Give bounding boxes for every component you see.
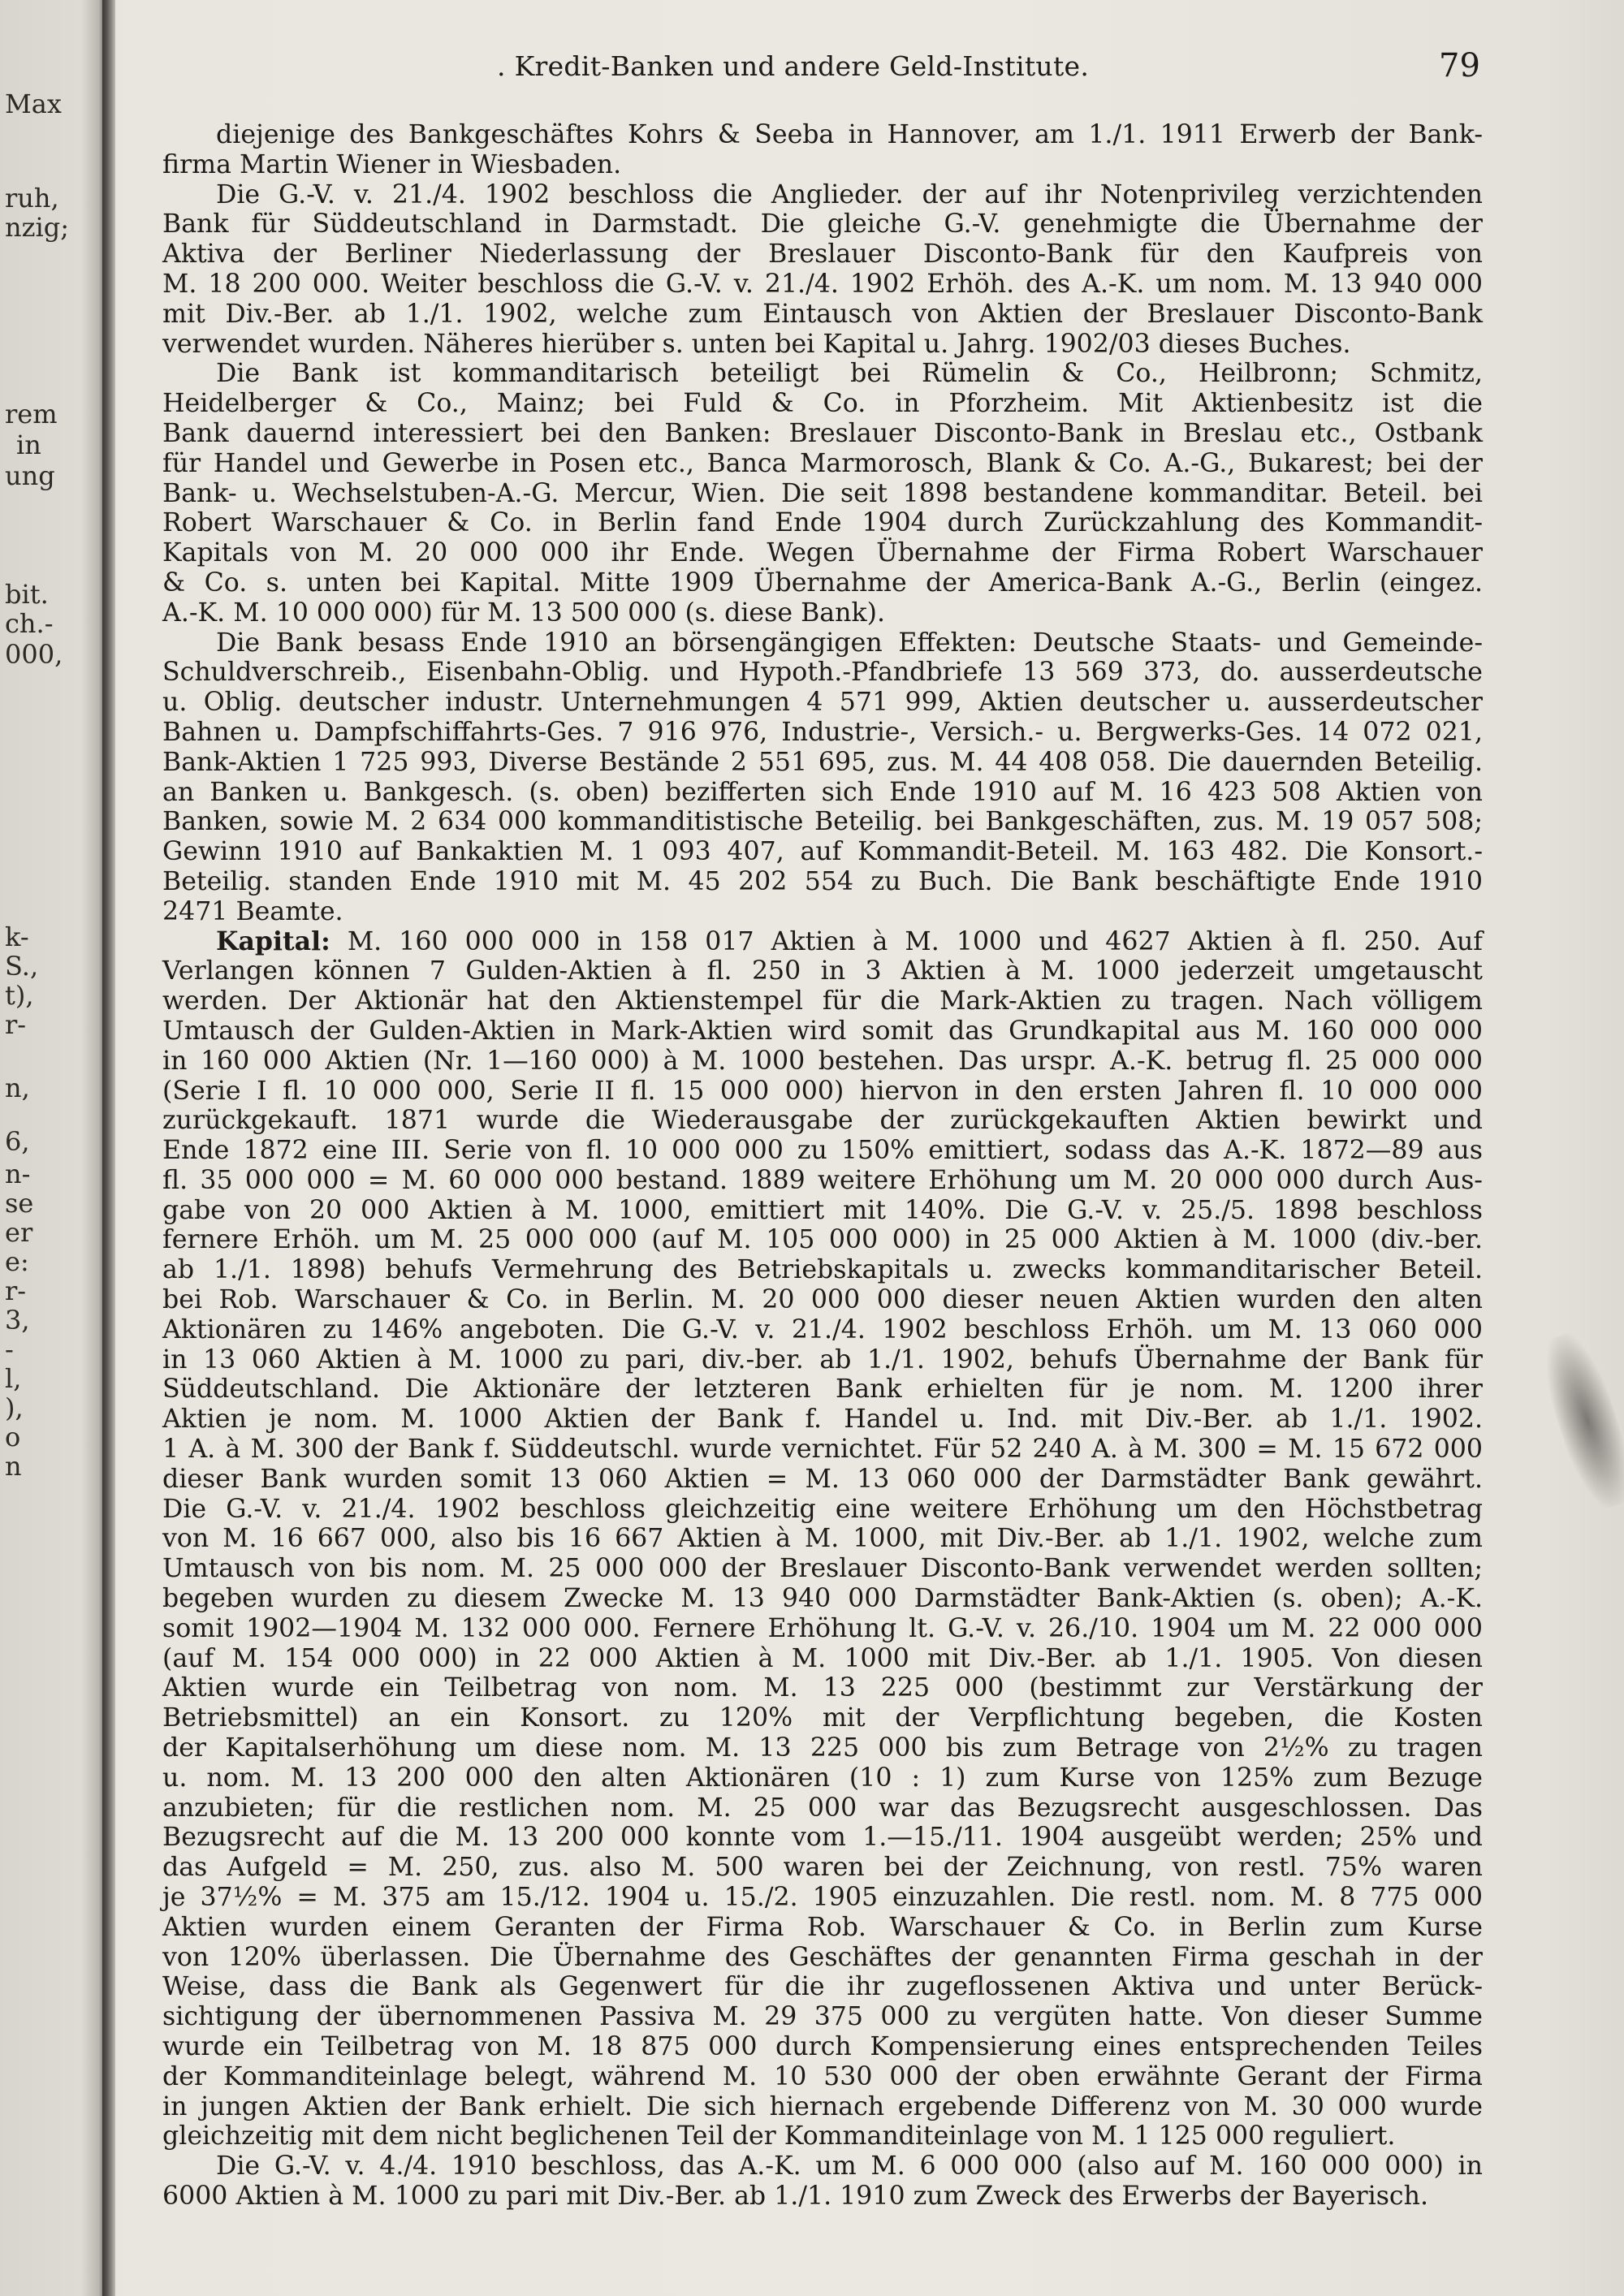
text-line [162, 1225, 1483, 1255]
text-line [162, 240, 1483, 270]
text-line [162, 1763, 1483, 1793]
text-line [162, 718, 1483, 748]
text-line-content: sichtigung der übernommenen Passiva M. 29 375 000 zu vergüten hatte. Von dieser Summe [162, 2002, 1483, 2032]
text-line [162, 389, 1483, 419]
text-line [162, 2062, 1483, 2092]
text-line-content: Aktiva der Berliner Niederlassung der Breslauer Disconto-Bank für den Kaufpreis von [162, 240, 1483, 270]
left-fragment-text: - [5, 1334, 14, 1365]
text-line [162, 1644, 1483, 1674]
left-fragment-text: l, [5, 1363, 22, 1394]
left-fragment-text: 6, [5, 1126, 30, 1157]
text-line-content: (Serie I fl. 10 000 000, Serie II fl. 15 000 000) hiervon in den ersten Jahren fl. 10 000 000 [162, 1076, 1483, 1106]
text-line-content: Aktien wurde ein Teilbetrag von nom. M. 13 225 000 (bestimmt zur Verstärkung der [162, 1673, 1483, 1703]
text-line-content: je 37½% = M. 375 am 15./12. 1904 u. 15./2. 1905 einzuzahlen. Die restl. nom. M. 8 775 000 [162, 1883, 1483, 1913]
text-line [162, 1703, 1483, 1733]
left-fragment-text: t), [5, 980, 34, 1011]
text-line-content: Bezugsrecht auf die M. 13 200 000 konnte vom 1.—15./11. 1904 ausgeübt werden; 25% und [162, 1823, 1483, 1853]
text-line-content: Heidelberger & Co., Mainz; bei Fuld & Co. in Pforzheim. Mit Aktienbesitz ist die [162, 389, 1483, 419]
ink-smudge [1533, 1327, 1624, 1515]
text-line [162, 1733, 1483, 1763]
text-line [162, 1584, 1483, 1614]
text-line-content: für Handel und Gewerbe in Posen etc., Banca Marmorosch, Blank & Co. A.-G., Bukarest; bei der [162, 448, 1483, 478]
text-line [162, 1166, 1483, 1196]
text-line [162, 300, 1483, 330]
text-line [162, 270, 1483, 300]
text-line [162, 1793, 1483, 1823]
left-fragment-text: S., [5, 951, 39, 982]
text-line [162, 2032, 1483, 2062]
text-line-content: Die Bank besass Ende 1910 an börsengängigen Effekten: Deutsche Staats- und Gemeinde- [216, 628, 1483, 658]
text-line [162, 1673, 1483, 1703]
text-line-content: (auf M. 154 000 000) in 22 000 Aktien à M. 1000 mit Div.-Ber. ab 1./1. 1905. Von diesen [162, 1643, 1483, 1673]
text-line-content: verwendet wurden. Näheres hierüber s. unten bei Kapital u. Jahrg. 1902/03 dieses Buches. [162, 329, 1351, 359]
text-line-content: der Kapitalserhöhung um diese nom. M. 13 225 000 bis zum Betrage von 2½% zu tragen [162, 1733, 1483, 1763]
text-line-content: A.-K. M. 10 000 000) für M. 13 500 000 (s. diese Bank). [162, 598, 885, 628]
text-line [162, 1972, 1483, 2002]
text-line-content: an Banken u. Bankgesch. (s. oben) bezifferten sich Ende 1910 auf M. 16 423 508 Aktien von [162, 777, 1483, 807]
text-line-content: u. nom. M. 13 200 000 den alten Aktionären (10 : 1) zum Kurse von 125% zum Bezuge [162, 1763, 1483, 1793]
text-line [162, 419, 1483, 449]
text-line [162, 568, 1483, 598]
binding-gutter [102, 0, 115, 2296]
text-line-content: begeben wurden zu diesem Zwecke M. 13 940 000 Darmstädter Bank-Aktien (s. oben); A.-K. [162, 1584, 1483, 1614]
left-fragment-text: rem [5, 399, 58, 429]
text-line-content: gabe von 20 000 Aktien à M. 1000, emittiert mit 140%. Die G.-V. v. 25./5. 1898 beschloss [162, 1195, 1483, 1225]
text-line [162, 2182, 1483, 2212]
text-line [162, 1524, 1483, 1554]
section-label: Kapital: [216, 926, 330, 956]
text-line [162, 1315, 1483, 1345]
paragraph [162, 359, 1483, 628]
left-fragment-text: o [5, 1422, 21, 1452]
page-number: 79 [1439, 47, 1480, 84]
text-line [162, 867, 1483, 897]
text-line [162, 1495, 1483, 1525]
text-line [162, 658, 1483, 688]
text-line [162, 1883, 1483, 1913]
text-line [162, 778, 1483, 808]
text-line-content: der Kommanditeinlage belegt, während M. 10 530 000 der oben erwähnte Gerant der Firma [162, 2061, 1483, 2091]
paragraph [162, 180, 1483, 360]
text-line [162, 330, 1483, 360]
left-fragment-text: Max [5, 88, 62, 119]
text-line [162, 1345, 1483, 1375]
text-line-content: Die G.-V. v. 21./4. 1902 beschloss die Anglieder. der auf ihr Notenprivileg verzichtenden [216, 179, 1483, 209]
text-line-content: Bahnen u. Dampfschiffahrts-Ges. 7 916 976, Industrie-, Versich.- u. Bergwerks-Ges. 14 072 021, [162, 717, 1483, 747]
text-line [162, 538, 1483, 568]
text-line [162, 1047, 1483, 1077]
text-line-content: dieser Bank wurden somit 13 060 Aktien = M. 13 060 000 der Darmstädter Bank gewährt. [162, 1464, 1483, 1494]
text-line-content: in 160 000 Aktien (Nr. 1—160 000) à M. 1000 bestehen. Das urspr. A.-K. betrug fl. 25 000 000 [162, 1046, 1483, 1076]
text-line-content: Aktien je nom. M. 1000 Aktien der Bank f. Handel u. Ind. mit Div.-Ber. ab 1./1. 1902. [162, 1405, 1483, 1435]
text-line-content: werden. Der Aktionär hat den Aktienstempel für die Mark-Aktien zu tragen. Nach völligem [162, 986, 1483, 1016]
text-line [162, 1285, 1483, 1315]
text-line [162, 120, 1483, 150]
text-line [162, 1435, 1483, 1465]
text-line-content: Die G.-V. v. 4./4. 1910 beschloss, das A.-K. um M. 6 000 000 (also auf M. 160 000 000) in [216, 2151, 1483, 2182]
text-line-content: fernere Erhöh. um M. 25 000 000 (auf M. 105 000 000) in 25 000 Aktien à M. 1000 (div.-ber. [162, 1225, 1483, 1255]
left-fragment-text: nzig; [5, 212, 69, 243]
text-line-content: Kapitals von M. 20 000 000 ihr Ende. Wegen Übernahme der Firma Robert Warschauer [162, 538, 1483, 568]
text-line-content: Schuldverschreib., Eisenbahn-Oblig. und Hypoth.-Pfandbriefe 13 569 373, do. ausserdeutsche [162, 658, 1483, 688]
text-line [162, 1375, 1483, 1405]
text-line [162, 2121, 1483, 2151]
text-line [162, 598, 1483, 628]
text-line [162, 1405, 1483, 1435]
text-line [162, 2151, 1483, 2182]
text-line-content: firma Martin Wiener in Wiesbaden. [162, 149, 622, 179]
left-fragment-text: n, [5, 1072, 30, 1103]
text-line-content: Umtausch der Gulden-Aktien in Mark-Aktien wird somit das Grundkapital aus M. 160 000 000 [162, 1016, 1483, 1046]
text-line [162, 359, 1483, 389]
text-line-content: das Aufgeld = M. 250, zus. also M. 500 waren bei der Zeichnung, von restl. 75% waren [162, 1853, 1483, 1883]
text-line-content: Robert Warschauer & Co. in Berlin fand Ende 1904 durch Zurückzahlung des Kommandit- [162, 508, 1483, 538]
left-fragment-text: ung [5, 460, 55, 491]
text-line-content: & Co. s. unten bei Kapital. Mitte 1909 Übernahme der America-Bank A.-G., Berlin (eingez. [162, 568, 1483, 598]
left-fragment-text: r- [5, 1275, 27, 1306]
left-fragment-text: in [16, 429, 41, 460]
left-fragment-text: k- [5, 921, 29, 952]
left-page-fragment [0, 0, 104, 2296]
text-line [162, 897, 1483, 927]
text-line-content: in 13 060 Aktien à M. 1000 zu pari, div.-ber. ab 1./1. 1902, behufs Übernahme der Bank für [162, 1344, 1483, 1375]
text-line-content: Die G.-V. v. 21./4. 1902 beschloss gleichzeitig eine weitere Erhöhung um den Höchstbetrag [162, 1494, 1483, 1524]
left-fragment-text: n- [5, 1159, 31, 1189]
text-line [162, 1465, 1483, 1495]
text-line [162, 1823, 1483, 1853]
text-line [162, 688, 1483, 718]
text-line [162, 1554, 1483, 1584]
text-line-content: anzubieten; für die restlichen nom. M. 25 000 war das Bezugsrecht ausgeschlossen. Das [162, 1793, 1483, 1823]
text-line-content: Aktien wurden einem Geranten der Firma Rob. Warschauer & Co. in Berlin zum Kurse [162, 1912, 1483, 1942]
text-line [162, 449, 1483, 479]
text-line-content: Süddeutschland. Die Aktionäre der letzteren Bank erhielten für je nom. M. 1200 ihrer [162, 1375, 1483, 1405]
text-line [162, 1196, 1483, 1226]
text-line [162, 1853, 1483, 1883]
left-fragment-text: r- [5, 1009, 27, 1040]
text-line [162, 956, 1483, 986]
body-text [162, 120, 1483, 2212]
text-line-content: Ende 1872 eine III. Serie von fl. 10 000 000 zu 150% emittiert, sodass das A.-K. 1872—89 aus [162, 1136, 1483, 1166]
text-line-content: wurde ein Teilbetrag von M. 18 875 000 durch Kompensierung eines entsprechenden Teiles [162, 2032, 1483, 2061]
text-line [162, 180, 1483, 210]
left-fragment-text: 3, [5, 1305, 30, 1336]
text-line-content: M. 160 000 000 in 158 017 Aktien à M. 1000 und 4627 Aktien à fl. 250. Auf [330, 926, 1483, 956]
text-line [162, 1106, 1483, 1136]
left-fragment-text: ch.- [5, 608, 54, 639]
text-line-content: Bank dauernd interessiert bei den Banken: Breslauer Disconto-Bank in Breslau etc., Ostbank [162, 418, 1483, 448]
text-line [162, 1136, 1483, 1166]
text-line [162, 150, 1483, 180]
text-line [162, 986, 1483, 1016]
text-line [162, 2002, 1483, 2032]
text-line [162, 837, 1483, 867]
text-line [162, 479, 1483, 509]
text-line [162, 807, 1483, 837]
text-line-content: 6000 Aktien à M. 1000 zu pari mit Div.-Ber. ab 1./1. 1910 zum Zweck des Erwerbs der Bayerisch. [162, 2181, 1429, 2211]
text-line [162, 1077, 1483, 1107]
text-line [162, 628, 1483, 658]
text-line-content: Bank-Aktien 1 725 993, Diverse Bestände 2 551 695, zus. M. 44 408 058. Die dauernden Beteilig. [162, 747, 1483, 777]
text-line-content: Beteilig. standen Ende 1910 mit M. 45 202 554 zu Buch. Die Bank beschäftigte Ende 1910 [162, 866, 1483, 896]
left-fragment-text: er [5, 1217, 33, 1248]
paragraph [162, 2151, 1483, 2212]
text-line [162, 1255, 1483, 1285]
left-fragment-text: bit. [5, 579, 49, 610]
text-line-content: in jungen Aktien der Bank erhielt. Die sich hiernach ergebende Differenz von M. 30 000 wurde [162, 2091, 1483, 2121]
left-fragment-text: ruh, [5, 183, 59, 214]
paragraph [162, 628, 1483, 927]
text-line-content: Bank- u. Wechselstuben-A.-G. Mercur, Wien. Die seit 1898 bestandene kommanditar. Beteil. bei [162, 478, 1483, 508]
text-line-content: Umtausch von bis nom. M. 25 000 000 der Breslauer Disconto-Bank verwendet werden sollten; [162, 1554, 1483, 1584]
text-line-content: ab 1./1. 1898) behufs Vermehrung des Betriebskapitals u. zwecks kommanditarischer Beteil. [162, 1255, 1483, 1285]
text-line-content: gleichzeitig mit dem nicht beglichenen Teil der Kommanditeinlage von M. 1 125 000 reguliert. [162, 2121, 1396, 2151]
text-line-content: von 120% überlassen. Die Übernahme des Geschäftes der genannten Firma geschah in der [162, 1942, 1483, 1972]
text-line-content: somit 1902—1904 M. 132 000 000. Fernere Erhöhung lt. G.-V. v. 26./10. 1904 um M. 22 000 000 [162, 1613, 1483, 1643]
left-fragment-text: n [5, 1451, 22, 1482]
text-line-content: Weise, dass die Bank als Gegenwert für die ihr zugeflossenen Aktiva und unter Berück- [162, 1972, 1483, 2002]
running-title: . Kredit-Banken und andere Geld-Institute. [497, 50, 1090, 82]
text-line-content: Betriebsmittel) an ein Konsort. zu 120% mit der Verpflichtung begeben, die Kosten [162, 1703, 1483, 1733]
text-line-content: 1 A. à M. 300 der Bank f. Süddeutschl. wurde vernichtet. Für 52 240 A. à M. 300 = M. 15 672 000 [162, 1435, 1483, 1465]
text-line-content: Gewinn 1910 auf Bankaktien M. 1 093 407, auf Kommandit-Beteil. M. 163 482. Die Konsort.- [162, 837, 1483, 867]
left-fragment-text: se [5, 1188, 34, 1219]
text-line [162, 209, 1483, 240]
text-line-content: Bank für Süddeutschland in Darmstadt. Die gleiche G.-V. genehmigte die Übernahme der [162, 209, 1483, 240]
left-fragment-text: e: [5, 1246, 29, 1277]
text-line [162, 508, 1483, 538]
text-line [162, 1913, 1483, 1943]
text-line-content: mit Div.-Ber. ab 1./1. 1902, welche zum Eintausch von Aktien der Breslauer Disconto-Bank [162, 299, 1483, 329]
text-line [162, 748, 1483, 778]
text-line-content: zurückgekauft. 1871 wurde die Wiederausgabe der zurückgekauften Aktien bewirkt und [162, 1106, 1483, 1136]
text-line-content: fl. 35 000 000 = M. 60 000 000 bestand. 1889 weitere Erhöhung um M. 20 000 000 durch Aus- [162, 1165, 1483, 1195]
text-line [162, 2092, 1483, 2122]
text-line [162, 1614, 1483, 1644]
text-line-content: Die Bank ist kommanditarisch beteiligt bei Rümelin & Co., Heilbronn; Schmitz, [216, 359, 1483, 389]
text-line [162, 1943, 1483, 1973]
left-fragment-text: ), [5, 1392, 24, 1423]
text-line-content: u. Oblig. deutscher industr. Unternehmungen 4 571 999, Aktien deutscher u. ausserdeutscher [162, 688, 1483, 718]
text-line [162, 1016, 1483, 1047]
text-line [162, 927, 1483, 957]
text-line-content: bei Rob. Warschauer & Co. in Berlin. M. 20 000 000 dieser neuen Aktien wurden den alten [162, 1285, 1483, 1315]
text-line-content: 2471 Beamte. [162, 896, 343, 926]
text-line-content: Aktionären zu 146% angeboten. Die G.-V. v. 21./4. 1902 beschloss Erhöh. um M. 13 060 000 [162, 1314, 1483, 1344]
paragraph [162, 120, 1483, 180]
left-fragment-text: 000, [5, 639, 63, 670]
text-line-content: M. 18 200 000. Weiter beschloss die G.-V. v. 21./4. 1902 Erhöh. des A.-K. um nom. M. 13 940 000 [162, 269, 1483, 299]
text-line-content: Verlangen können 7 Gulden-Aktien à fl. 250 in 3 Aktien à M. 1000 jederzeit umgetauscht [162, 956, 1483, 986]
text-line-content: Banken, sowie M. 2 634 000 kommanditistische Beteilig. bei Bankgeschäften, zus. M. 19 057 508; [162, 807, 1483, 837]
text-line-content: diejenige des Bankgeschäftes Kohrs & Seeba in Hannover, am 1./1. 1911 Erwerb der Bank- [216, 120, 1483, 149]
paragraph [162, 927, 1483, 2152]
text-line-content: von M. 16 667 000, also bis 16 667 Aktien à M. 1000, mit Div.-Ber. ab 1./1. 1902, welche zum [162, 1524, 1483, 1554]
